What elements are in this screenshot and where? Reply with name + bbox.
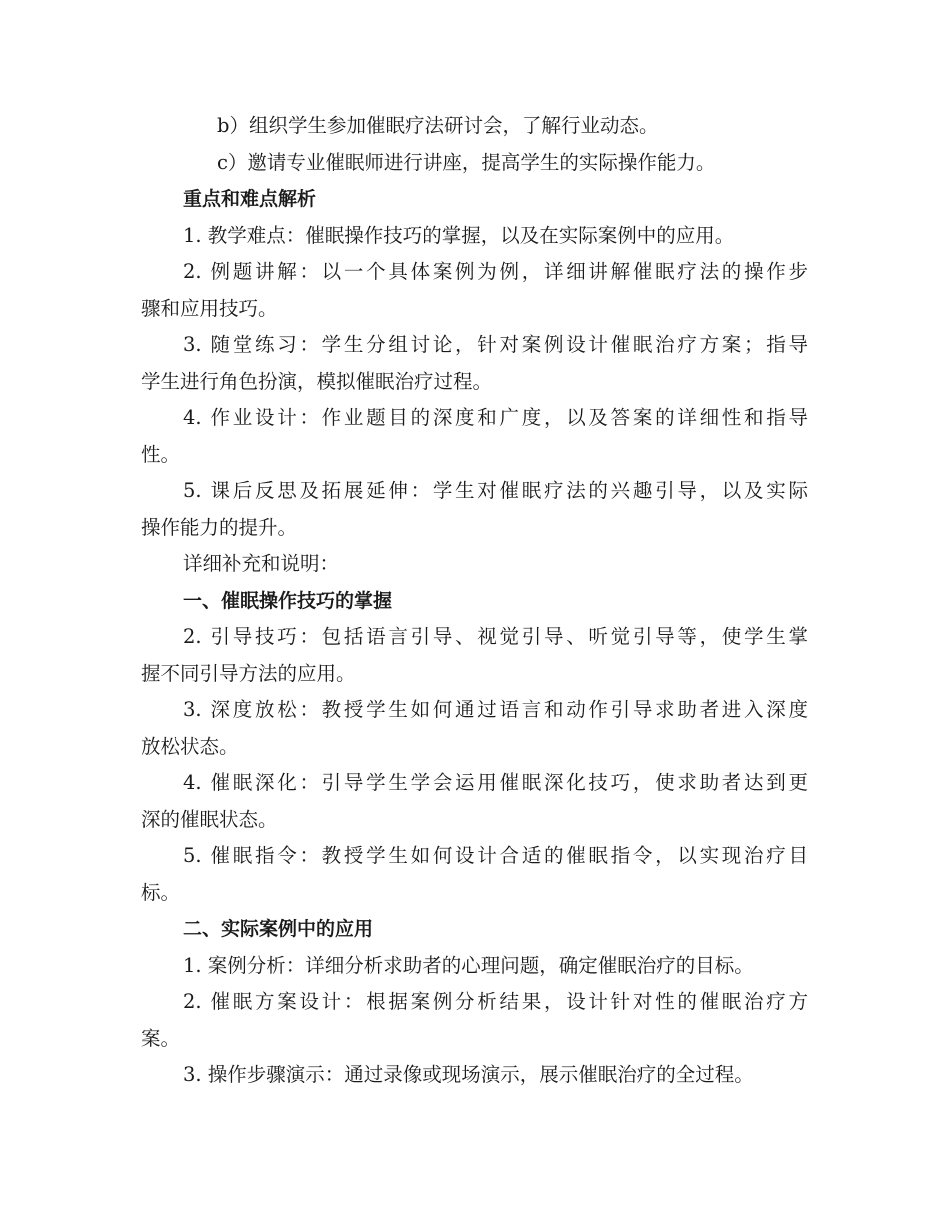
paragraph-plan-design-line-1: 2. 催眠方案设计：根据案例分析结果，设计针对性的催眠治疗方 <box>183 990 808 1013</box>
paragraph-homework-line-2: 性。 <box>141 442 181 466</box>
paragraph-supplement-intro: 详细补充和说明： <box>183 552 340 575</box>
paragraph-example-line-1: 2. 例题讲解：以一个具体案例为例，详细讲解催眠疗法的操作步 <box>183 260 808 283</box>
list-item-b: b）组织学生参加催眠疗法研讨会，了解行业动态。 <box>217 114 659 137</box>
paragraph-guidance-line-1: 2. 引导技巧：包括语言引导、视觉引导、听觉引导等，使学生掌 <box>183 625 808 648</box>
paragraph-reflection-line-1: 5. 课后反思及拓展延伸：学生对催眠疗法的兴趣引导，以及实际 <box>183 479 808 502</box>
paragraph-relaxation-line-2: 放松状态。 <box>141 734 239 758</box>
paragraph-teaching-difficulty: 1. 教学难点：催眠操作技巧的掌握，以及在实际案例中的应用。 <box>183 223 735 247</box>
paragraph-relaxation-line-1: 3. 深度放松：教授学生如何通过语言和动作引导求助者进入深度 <box>183 698 808 721</box>
paragraph-example-line-2: 骤和应用技巧。 <box>141 296 278 320</box>
paragraph-homework-line-1: 4. 作业设计：作业题目的深度和广度，以及答案的详细性和指导 <box>183 406 808 429</box>
paragraph-instructions-line-1: 5. 催眠指令：教授学生如何设计合适的催眠指令，以实现治疗目 <box>183 844 808 867</box>
section-heading-techniques: 一、催眠操作技巧的掌握 <box>183 589 393 612</box>
paragraph-practice-line-2: 学生进行角色扮演，模拟催眠治疗过程。 <box>141 369 493 393</box>
section-heading-key-points: 重点和难点解析 <box>183 188 317 210</box>
paragraph-guidance-line-2: 握不同引导方法的应用。 <box>141 661 356 685</box>
paragraph-instructions-line-2: 标。 <box>141 880 181 904</box>
document-page <box>141 108 808 1094</box>
paragraph-demonstration: 3. 操作步骤演示：通过录像或现场演示，展示催眠治疗的全过程。 <box>183 1063 754 1086</box>
paragraph-practice-line-1: 3. 随堂练习：学生分组讨论，针对案例设计催眠治疗方案；指导 <box>183 333 808 356</box>
paragraph-plan-design-line-2: 案。 <box>141 1026 181 1050</box>
paragraph-deepening-line-1: 4. 催眠深化：引导学生学会运用催眠深化技巧，使求助者达到更 <box>183 771 808 794</box>
paragraph-reflection-line-2: 操作能力的提升。 <box>141 515 298 539</box>
paragraph-case-analysis: 1. 案例分析：详细分析求助者的心理问题，确定催眠治疗的目标。 <box>183 953 754 977</box>
section-heading-case-application: 二、实际案例中的应用 <box>183 918 374 940</box>
paragraph-deepening-line-2: 深的催眠状态。 <box>141 807 278 831</box>
list-item-c: c）邀请专业催眠师进行讲座，提高学生的实际操作能力。 <box>217 150 716 174</box>
